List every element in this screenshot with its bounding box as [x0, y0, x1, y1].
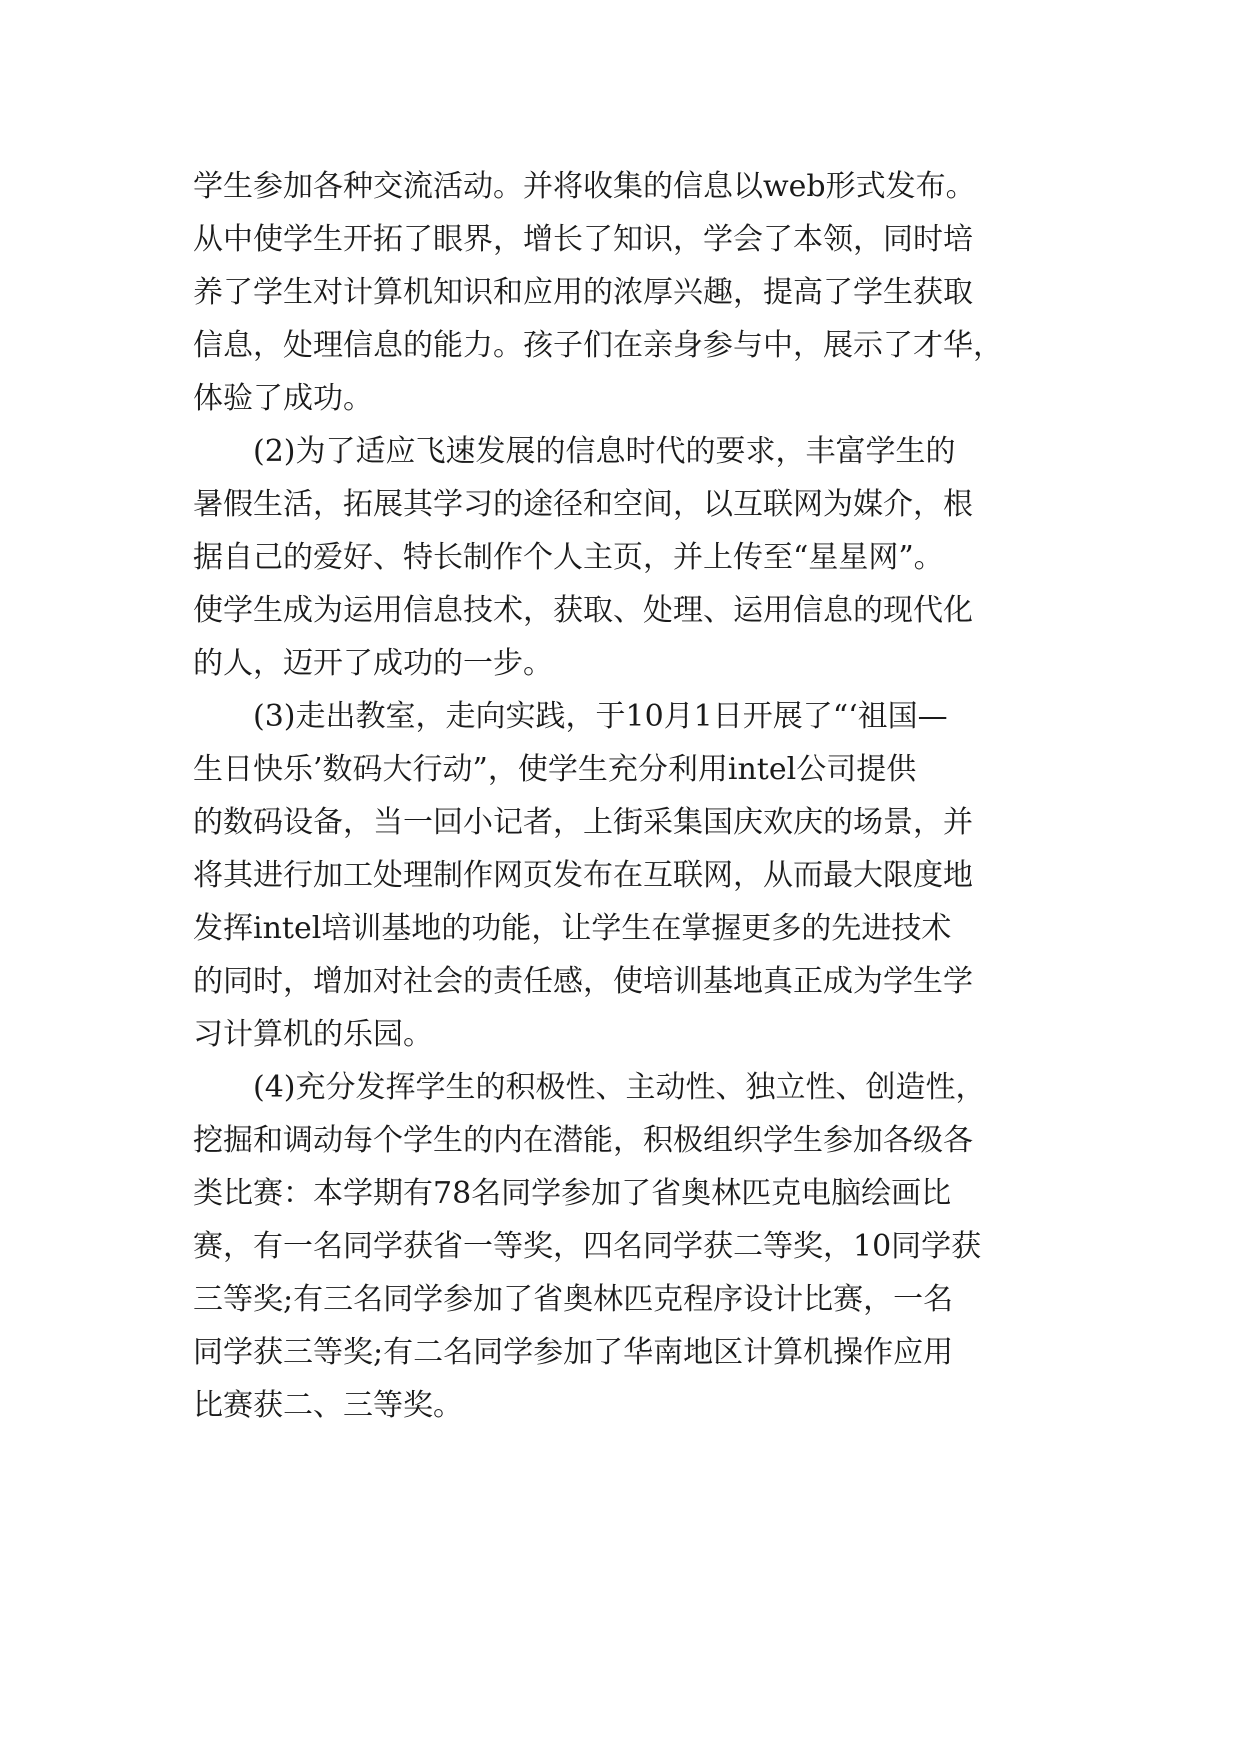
text-line: 同学获三等奖;有二名同学参加了华南地区计算机操作应用: [193, 1335, 954, 1370]
text-line: 养了学生对计算机知识和应用的浓厚兴趣，提高了学生获取: [193, 275, 973, 310]
paragraph-first-line: (4)充分发挥学生的积极性、主动性、独立性、创造性，: [253, 1070, 986, 1105]
text-line: 学生参加各种交流活动。并将收集的信息以web形式发布。: [193, 169, 976, 204]
text-line: 体验了成功。: [193, 381, 373, 416]
text-line: 的人，迈开了成功的一步。: [193, 646, 553, 681]
paragraph-first-line: (2)为了适应飞速发展的信息时代的要求，丰富学生的: [253, 434, 956, 469]
text-line: 生日快乐’数码大行动”，使学生充分利用intel公司提供: [193, 752, 917, 787]
text-line: 类比赛：本学期有78名同学参加了省奥林匹克电脑绘画比: [193, 1176, 952, 1211]
text-line: 挖掘和调动每个学生的内在潜能，积极组织学生参加各级各: [193, 1123, 973, 1158]
text-line: 暑假生活，拓展其学习的途径和空间，以互联网为媒介，根: [193, 487, 973, 522]
text-line: 将其进行加工处理制作网页发布在互联网，从而最大限度地: [193, 858, 973, 893]
text-line: 的同时，增加对社会的责任感，使培训基地真正成为学生学: [193, 964, 973, 999]
text-line: 从中使学生开拓了眼界，增长了知识，学会了本领，同时培: [193, 222, 973, 257]
text-line: 比赛获二、三等奖。: [193, 1388, 463, 1423]
text-line: 赛，有一名同学获省一等奖，四名同学获二等奖，10同学获: [193, 1229, 982, 1264]
text-line: 发挥intel培训基地的功能，让学生在掌握更多的先进技术: [193, 911, 952, 946]
text-line: 据自己的爱好、特长制作个人主页，并上传至“星星网”。: [193, 540, 944, 575]
text-line: 信息，处理信息的能力。孩子们在亲身参与中，展示了才华，: [193, 328, 1003, 363]
text-line: 使学生成为运用信息技术，获取、处理、运用信息的现代化: [193, 593, 973, 628]
text-line: 习计算机的乐园。: [193, 1017, 433, 1052]
text-line: 三等奖;有三名同学参加了省奥林匹克程序设计比赛，一名: [193, 1282, 954, 1317]
text-line: 的数码设备，当一回小记者，上街采集国庆欢庆的场景，并: [193, 805, 973, 840]
paragraph-first-line: (3)走出教室，走向实践，于10月1日开展了“‘祖国—: [253, 699, 948, 734]
